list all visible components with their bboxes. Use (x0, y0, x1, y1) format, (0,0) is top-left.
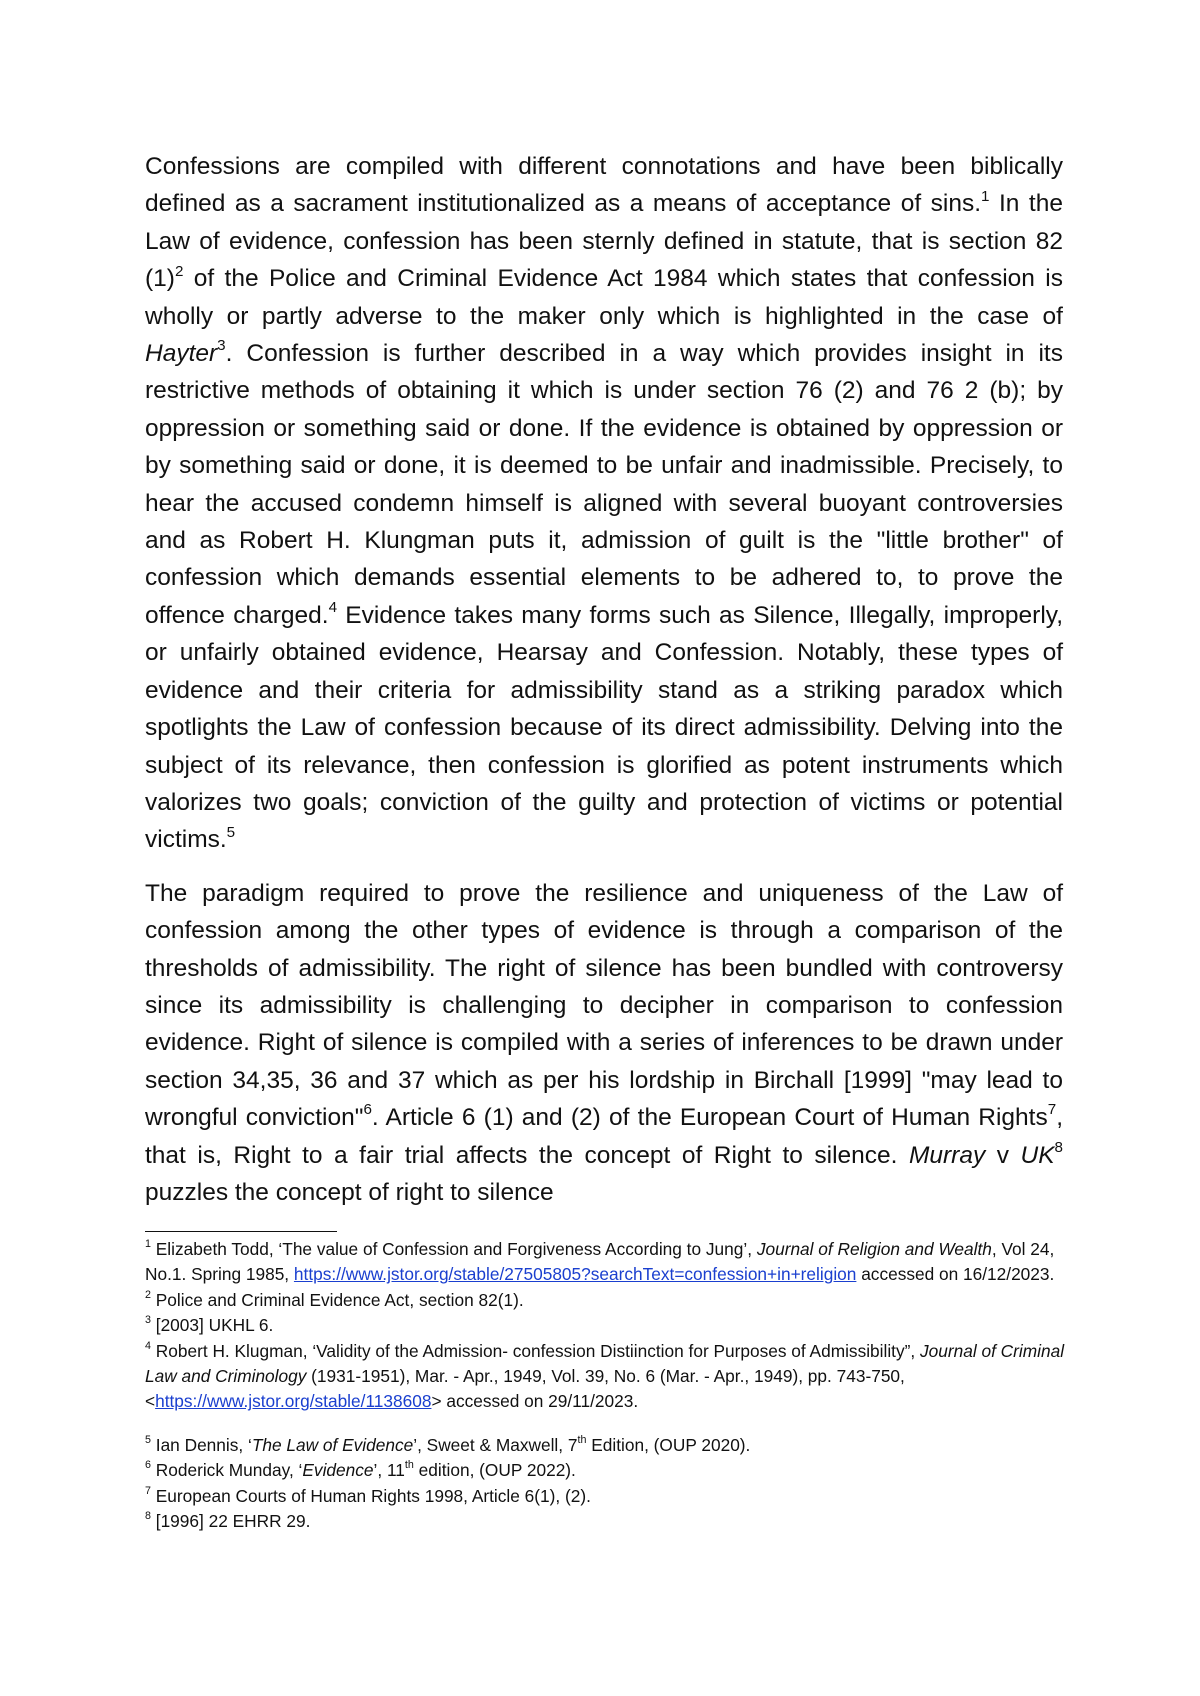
footnote-ref-8[interactable]: 8 (1054, 1138, 1063, 1156)
footnote-gap (145, 1415, 1080, 1433)
footnote-5: $^5$ Ian Dennis, ‘The Law of Evidence’, Sweet & Maxwell, 7th Edition, (OUP 2020). (145, 1434, 751, 1455)
footnotes-section (145, 1237, 1080, 1534)
footnote-ref-6[interactable]: 6 (363, 1101, 372, 1119)
footnote-ref-2[interactable]: 2 (174, 262, 184, 280)
footnote-7: $^7$ European Courts of Human Rights 1998, Article 6(1), (2). (145, 1484, 591, 1506)
footnote-4: $^4$ Robert H. Klugman, ‘Validity of the Admission- confession Distiinction for Purposes of Admissibility”, Journal of Criminal Law and Criminology (1931-1951), Mar. - Apr., 1949, Vol. 39, No. 6 (Mar. - Apr., 1949), pp. 743-750, <https://www.jstor.org/stable/1138608> accessed on 29/11/2023. (145, 1339, 1065, 1412)
footnote-1: $^1$ Elizabeth Todd, ‘The value of Confession and Forgiveness According to Jung’, Journal of Religion and Wealth, Vol 24, No.1. Spring 1985, https://www.jstor.org/stable/27505805?searchText=confession+in+religion accessed on 16/12/2023. (145, 1238, 1055, 1285)
footnote-3: $^3$ [2003] UKHL 6. (145, 1314, 274, 1336)
footnote-6: $^6$ Roderick Munday, ‘Evidence’, 11th edition, (OUP 2022). (145, 1459, 576, 1481)
footnote-2: $^2$ Police and Criminal Evidence Act, section 82(1). (145, 1288, 524, 1310)
footnote-4-link[interactable]: https://www.jstor.org/stable/1138608 (155, 1391, 432, 1412)
footnote-ref-4[interactable]: 4 (328, 599, 338, 617)
main-body-text (145, 148, 1063, 1227)
footnote-ref-3[interactable]: 3 (217, 337, 226, 355)
case-name-hayter: Hayter (145, 340, 218, 368)
case-name-murray: Murray (908, 1141, 986, 1169)
footnote-8: $^8$ [1996] 22 EHRR 29. (145, 1510, 311, 1532)
footnote-1-link[interactable]: https://www.jstor.org/stable/27505805?searchText=confession+in+religion (293, 1264, 857, 1285)
paragraph-confession-definition: Confessions are compiled with different connotations and have been biblically defined as a sacrament institutionalized as a means of acceptance of sins.$^1$ In the Law of evidence, confession has been sternly defined in statute, that is section 82 $(1)^2$ of the Police and Criminal Evidence Act 1984 which states that confession is wholly or partly adverse to the maker only which is highlighted in the case of Hayter$^3$. Confession is further described in a way which provides insight in its restrictive methods of obtaining it which is under section 76 (2) and 76 2 (b); by oppression or something said or done. If the evidence is obtained by oppression or by something said or done, it is deemed to be unfair and inadmissible. Precisely, to hear the accused condemn himself is aligned with several buoyant controversies and as Robert H. Klungman puts it, admission of guilt is the "little brother" of confession which demands essential elements to be adhered to, to prove the offence charged.$^4$ Evidence takes many forms such as Silence, Illegally, improperly, or unfairly obtained evidence, Hearsay and Confession. Notably, these types of evidence and their criteria for admissibility stand as a striking paradox which spotlights the Law of confession because of its direct admissibility. Delving into the subject of its relevance, then confession is glorified as potent instruments which valorizes two goals; conviction of the guilty and protection of victims or potential victims.$^5$ (145, 153, 1063, 854)
case-name-uk: UK (1020, 1141, 1055, 1169)
footnote-separator (145, 1231, 337, 1232)
footnote-ref-5[interactable]: 5 (226, 823, 236, 841)
footnote-ref-7[interactable]: 7 (1047, 1101, 1057, 1119)
footnote-ref-1[interactable]: 1 (981, 187, 990, 205)
paragraph-right-of-silence: The paradigm required to prove the resilience and uniqueness of the Law of confession among the other types of evidence is through a comparison of the thresholds of admissibility. The right of silence has been bundled with controversy since its admissibility is challenging to decipher in comparison to confession evidence. Right of silence is compiled with a series of inferences to be drawn under section 34,35, 36 and 37 which as per his lordship in Birchall [1999] "may lead to wrongful conviction"$^6$. Article 6 (1) and (2) of the European Court of Human Rights$^7$, that is, Right to a fair trial affects the concept of Right to silence. Murray v $UK^8$ puzzles the concept of right to silence (145, 879, 1063, 1206)
